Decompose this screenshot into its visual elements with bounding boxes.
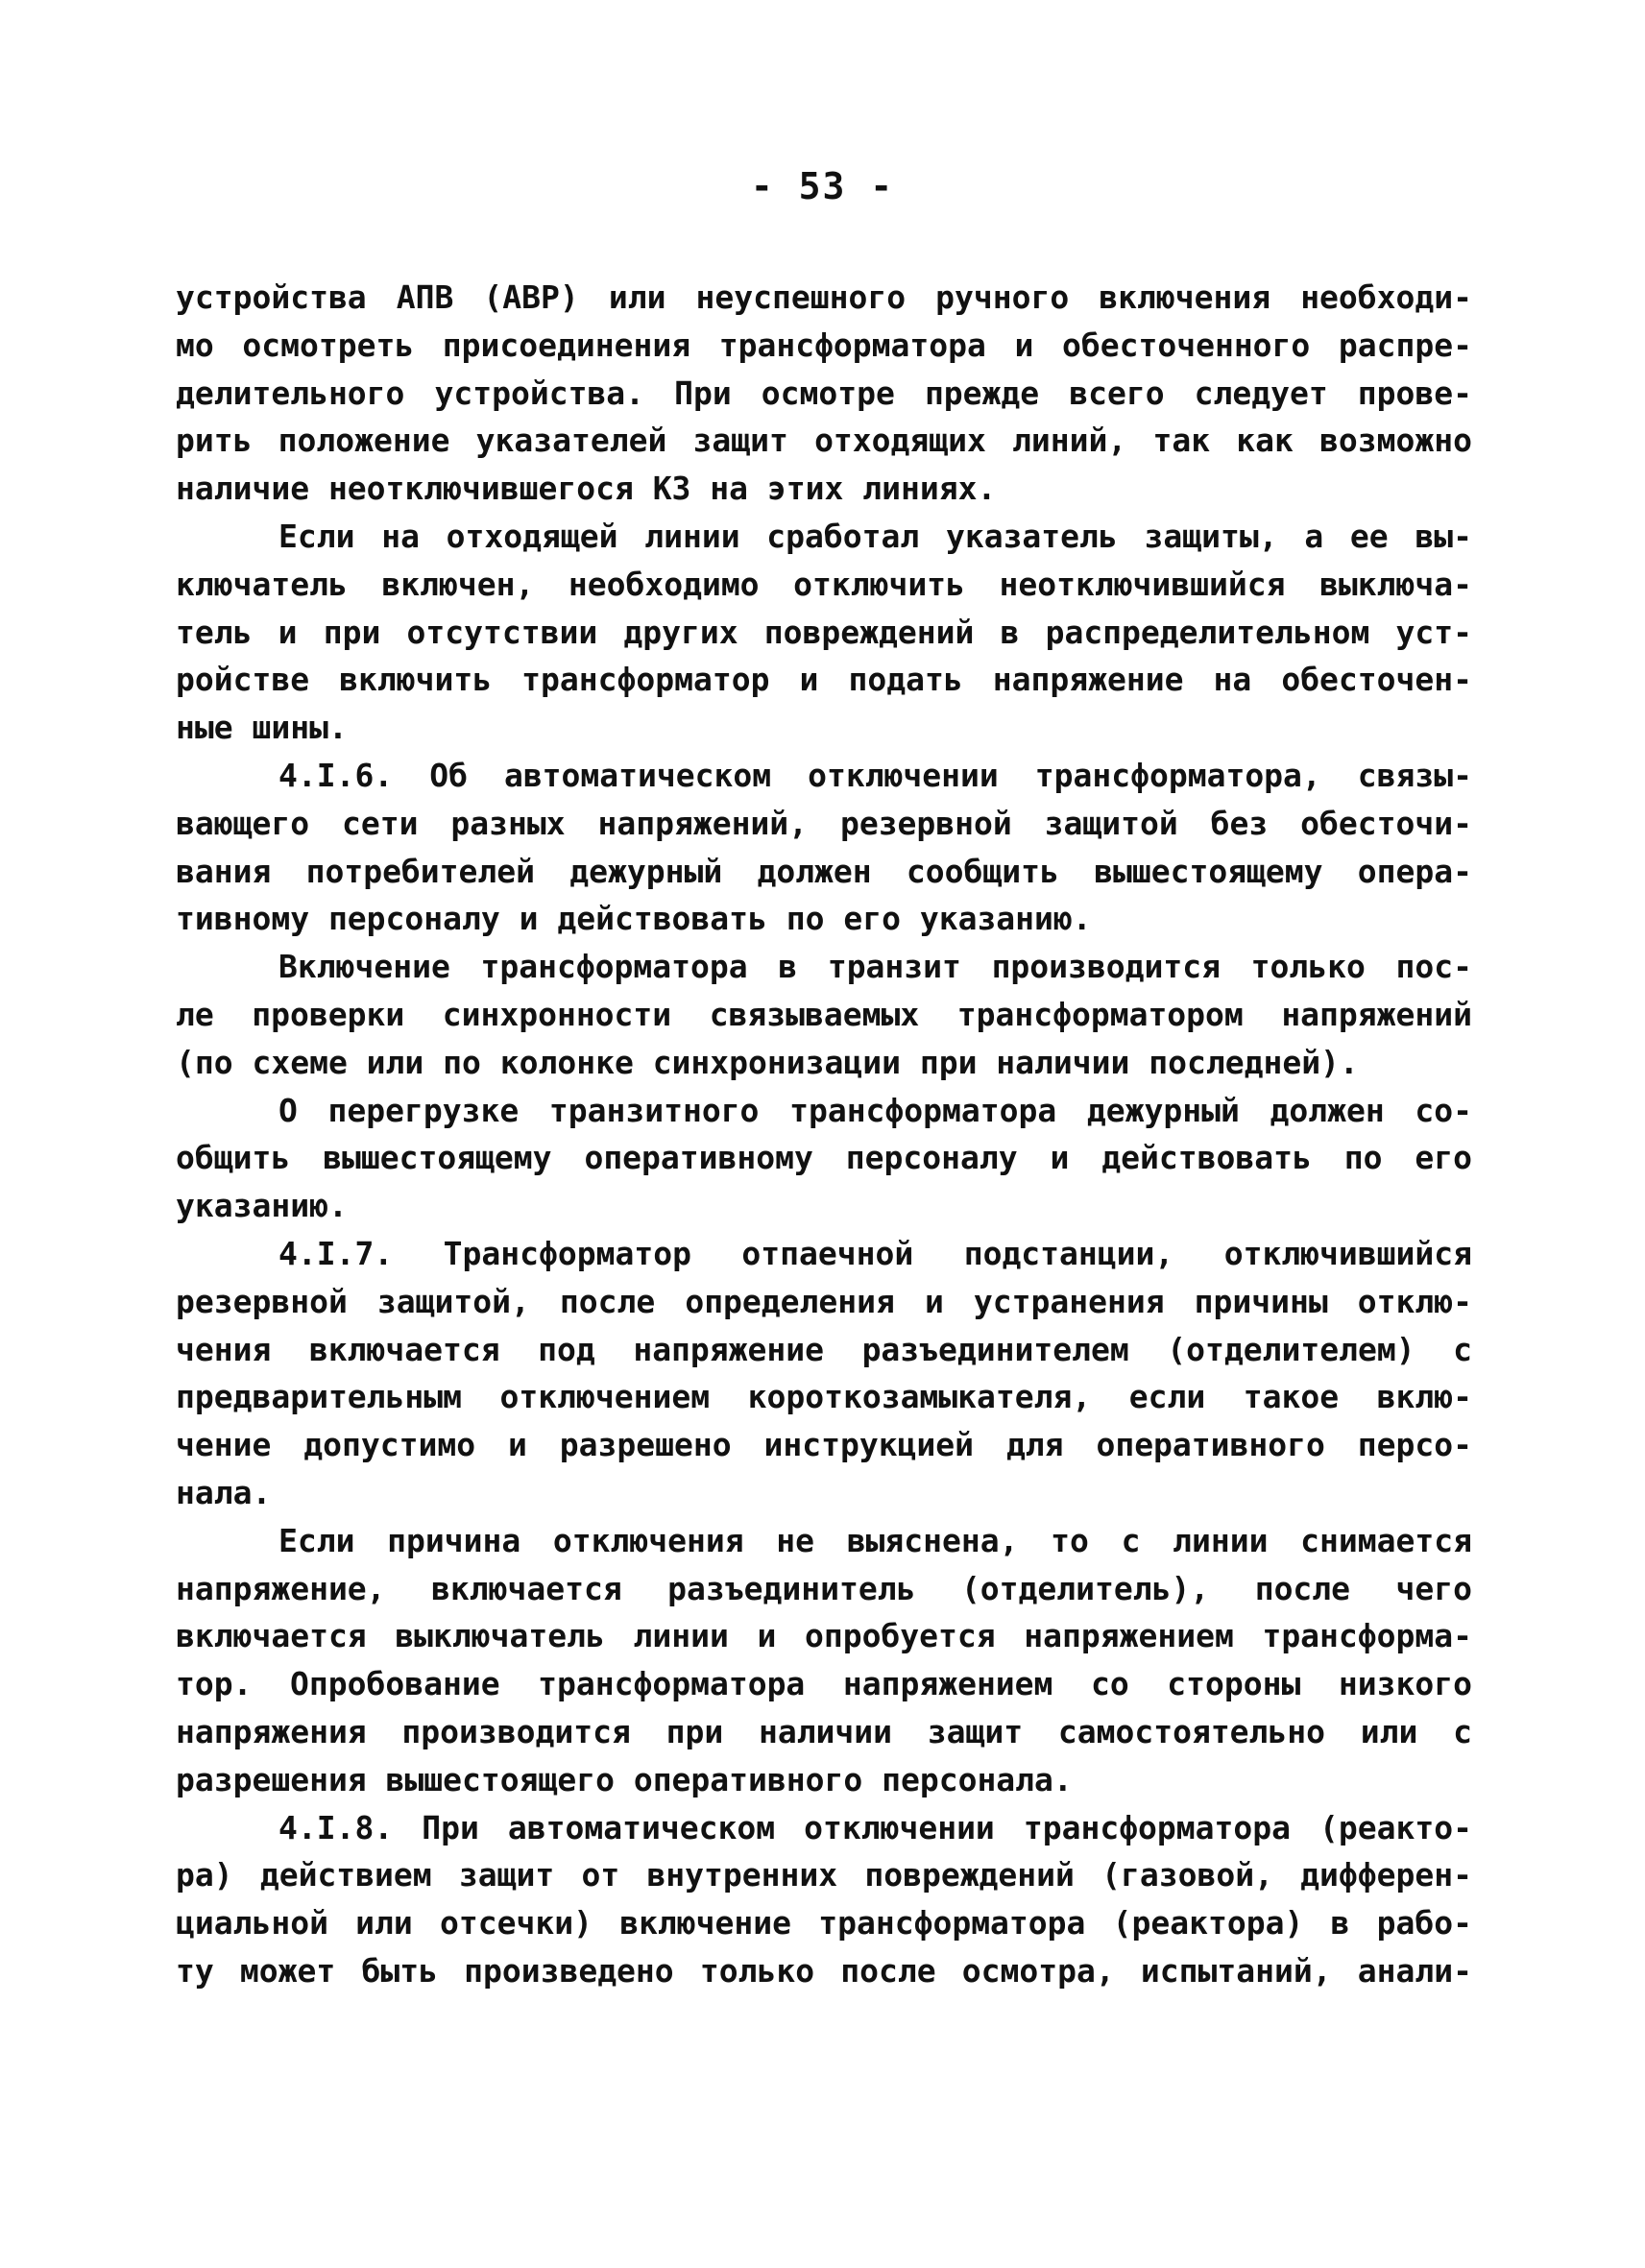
text-line: 4.I.6. Об автоматическом отключении трансформатора, связы- — [278, 756, 1472, 794]
text-line: Включение трансформатора в транзит производится только пос- — [278, 948, 1472, 986]
text-line: чения включается под напряжение разъединителем (отделителем) с — [176, 1330, 1472, 1368]
text-line: вающего сети разных напряжений, резервной защитой без обесточи- — [176, 804, 1472, 842]
text-line: рить положение указателей защит отходящих линий, так как возможно — [176, 422, 1472, 460]
text-line: наличие неотключившегося КЗ на этих линиях. — [176, 470, 997, 508]
text-line: мо осмотреть присоединения трансформатора и обесточенного распре- — [176, 326, 1472, 364]
text-line: ные шины. — [176, 709, 348, 747]
text-line: делительного устройства. При осмотре прежде всего следует прове- — [176, 374, 1472, 412]
text-line: циальной или отсечки) включение трансформатора (реактора) в рабо- — [176, 1904, 1472, 1942]
text-line: тивному персоналу и действовать по его указанию. — [176, 900, 1092, 938]
text-line: 4.I.7. Трансформатор отпаечной подстанции, отключившийся — [278, 1234, 1472, 1272]
text-line: резервной защитой, после определения и устранения причины отклю- — [176, 1282, 1472, 1320]
text-line: чение допустимо и разрешено инструкцией для оперативного персо- — [176, 1426, 1472, 1464]
text-line: тор. Опробование трансформатора напряжением со стороны низкого — [176, 1665, 1472, 1703]
text-line: тель и при отсутствии других повреждений в распределительном уст- — [176, 613, 1472, 651]
text-line: вания потребителей дежурный должен сообщить вышестоящему опера- — [176, 852, 1472, 890]
page-number: - 53 - — [750, 165, 895, 207]
text-line: ле проверки синхронности связываемых трансформатором напряжений — [176, 995, 1472, 1033]
text-line: общить вышестоящему оперативному персоналу и действовать по его — [176, 1139, 1472, 1177]
text-line: ра) действием защит от внутренних повреждений (газовой, дифферен- — [176, 1856, 1472, 1894]
text-line: О перегрузке транзитного трансформатора дежурный должен со- — [278, 1091, 1472, 1129]
text-line: напряжения производится при наличии защит самостоятельно или с — [176, 1712, 1472, 1750]
text-line: Если причина отключения не выяснена, то с линии снимается — [278, 1521, 1472, 1559]
text-line: нала. — [176, 1473, 272, 1511]
text-line: ключатель включен, необходимо отключить неотключившийся выключа- — [176, 565, 1472, 603]
text-line: Если на отходящей линии сработал указатель защиты, а ее вы- — [278, 517, 1472, 555]
text-line: напряжение, включается разъединитель (отделитель), после чего — [176, 1569, 1472, 1607]
text-line: указанию. — [176, 1187, 348, 1225]
text-line: 4.I.8. При автоматическом отключении трансформатора (реакто- — [278, 1808, 1472, 1846]
text-line: устройства АПВ (АВР) или неуспешного ручного включения необходи- — [176, 278, 1472, 316]
text-line: предварительным отключением короткозамыкателя, если такое вклю- — [176, 1378, 1472, 1416]
text-line: разрешения вышестоящего оперативного персонала. — [176, 1760, 1073, 1798]
text-line: ту может быть произведено только после осмотра, испытаний, анали- — [176, 1951, 1472, 1990]
text-line: ройстве включить трансформатор и подать напряжение на обесточен- — [176, 661, 1472, 699]
text-line: включается выключатель линии и опробуется напряжением трансформа- — [176, 1617, 1472, 1655]
body-text — [176, 274, 1472, 1995]
text-line: (по схеме или по колонке синхронизации при наличии последней). — [176, 1043, 1359, 1081]
